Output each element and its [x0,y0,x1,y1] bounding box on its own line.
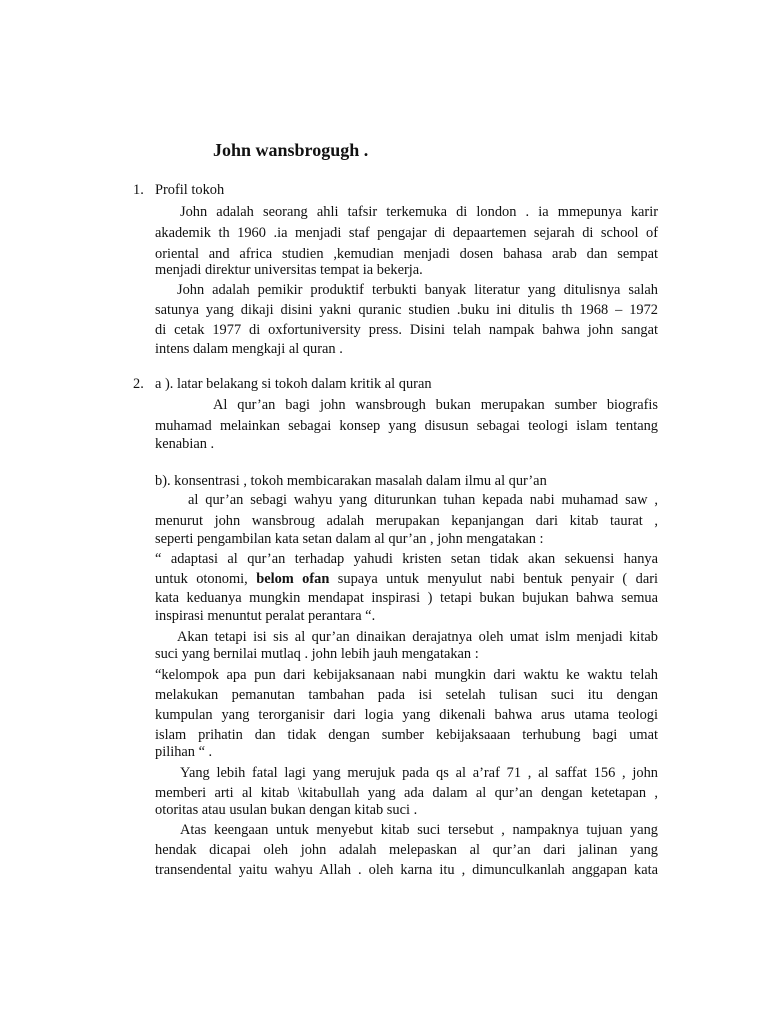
section-2b-line: melakukan pemanutan tambahan pada isi setelah tulisan suci itu dengan [155,687,658,703]
section-1-heading: Profil tokoh [155,182,225,198]
bold-phrase: belom ofan [256,571,330,587]
section-2b-line: memberi arti al kitab \kitabullah yang ada dalam al qur’an dengan ketetapan , [155,785,658,801]
section-2b-line: suci yang bernilai mutlaq . john lebih jauh mengatakan : [155,646,479,662]
section-2b-line: pilihan “ . [155,744,213,760]
section-1-line: oriental and africa studien ,kemudian menjadi dosen bahasa arab dan sempat [155,246,658,262]
section-2a-line: Al qur’an bagi john wansbrough bukan merupakan sumber biografis [213,397,658,413]
section-2b-line: menurut john wansbroug adalah merupakan kepanjangan dari kitab taurat , [155,513,658,529]
section-2b-line: islam prihatin dan tidak dengan sumber kebijaksaaan terhubung bagi umat [155,727,658,743]
section-2b-line: Akan tetapi isi sis al qur’an dinaikan derajatnya oleh umat islm menjadi kitab [177,629,658,645]
section-2b-line: inspirasi menuntut peralat perantara “. [155,608,376,624]
line-text-before-bold: untuk otonomi, [155,571,248,587]
section-2a-line: kenabian . [155,436,215,452]
section-1-line: akademik th 1960 .ia menjadi staf pengajar di depaartemen sejarah di school of [155,225,658,241]
section-1-line: John adalah seorang ahli tafsir terkemuka di london . ia mmepunya karir [180,204,658,220]
section-2b-line: Atas keengaan untuk menyebut kitab suci tersebut , nampaknya tujuan yang [180,822,658,838]
section-2b-line: otoritas atau usulan bukan dengan kitab suci . [155,802,418,818]
section-2b-line: kata keduanya mungkin mendapat inspirasi ) tetapi bukan bujukan bahwa semua [155,590,658,606]
section-1-line: intens dalam mengkaji al quran . [155,341,343,357]
section-1-number: 1. [133,182,144,198]
section-2-number: 2. [133,376,144,392]
section-2b-line: transendental yaitu wahyu Allah . oleh karna itu , dimunculkanlah anggapan kata [155,862,658,878]
section-2b-line: Yang lebih fatal lagi yang merujuk pada qs al a’raf 71 , al saffat 156 , john [180,765,658,781]
section-2b-line: hendak dicapai oleh john adalah melepaskan al qur’an dari jalinan yang [155,842,658,858]
section-1-line: satunya yang dikaji disini yakni quranic studien .buku ini ditulis th 1968 – 1972 [155,302,658,318]
section-2b-line-with-bold [155,569,658,589]
section-1-line: menjadi direktur universitas tempat ia bekerja. [155,262,423,278]
document-title: John wansbrogugh . [213,140,369,160]
section-2b-line: “ adaptasi al qur’an terhadap yahudi kristen setan tidak akan sekuensi hanya [155,551,658,567]
section-2a-line: muhamad melainkan sebagai konsep yang disusun sebagai teologi islam tentang [155,418,658,434]
section-2b-line: al qur’an sebagi wahyu yang diturunkan tuhan kepada nabi muhamad saw , [188,492,658,508]
section-1-line: di cetak 1977 di oxfortuniversity press. Disini telah nampak bahwa john sangat [155,322,658,338]
section-2b-heading: b). konsentrasi , tokoh membicarakan masalah dalam ilmu al qur’an [155,473,547,489]
section-2b-line: kumpulan yang terorganisir dari logia yang dikenali bahwa arus utama teologi [155,707,658,723]
line-text-after-bold: supaya untuk menyulut nabi bentuk penyair ( dari [337,571,658,587]
section-2b-line: “kelompok apa pun dari kebijaksanaan nabi mungkin dari waktu ke waktu telah [155,667,658,683]
section-1-line: John adalah pemikir produktif terbukti banyak literatur yang ditulisnya salah [177,282,658,298]
section-2a-heading: a ). latar belakang si tokoh dalam kritik al quran [155,376,432,392]
section-2b-line: seperti pengambilan kata setan dalam al qur’an , john mengatakan : [155,531,544,547]
